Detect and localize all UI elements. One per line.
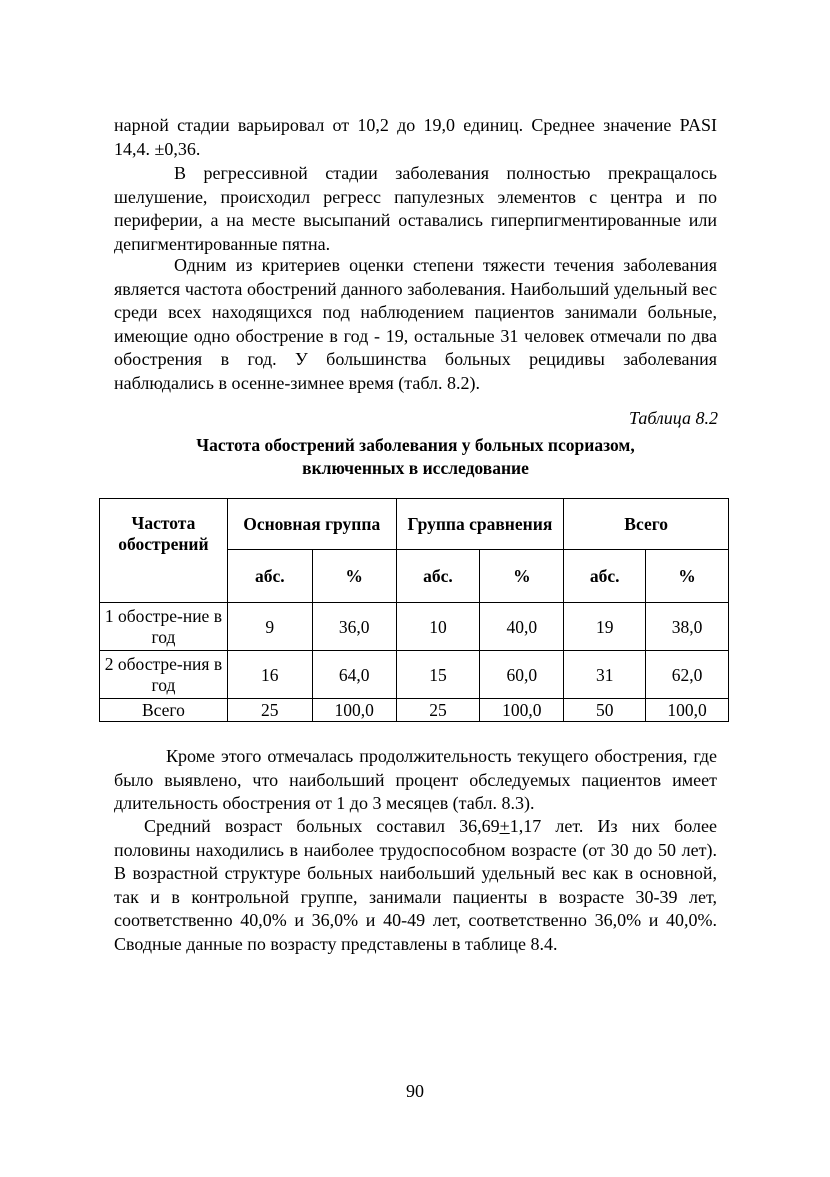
cell-value: 62,0: [646, 651, 729, 699]
paragraph-age: [114, 815, 717, 956]
subheader-abs: абс.: [564, 550, 646, 603]
row-label: 1 обостре-ние в год: [100, 603, 228, 651]
table-row: [100, 603, 729, 651]
cell-value: 9: [227, 603, 312, 651]
cell-value: 25: [396, 699, 480, 722]
paragraph-text: В регрессивной стадии заболевания полностью прекращалось шелушение, происходил регресс папулезных элементов с центра и по периферии, а на месте высыпаний оставались гиперпигментированные или депигментированные пятна.: [114, 163, 717, 254]
table-row: [100, 651, 729, 699]
cell-value: 15: [396, 651, 480, 699]
table-row-total: [100, 699, 729, 722]
paragraph-text-part: Средний возраст больных составил 36,69: [144, 816, 500, 836]
cell-value: 40,0: [480, 603, 564, 651]
table-header-row: [100, 499, 729, 550]
paragraph-criteria: [114, 254, 717, 395]
subheader-pct: %: [480, 550, 564, 603]
plus-minus-sign: +: [499, 816, 510, 836]
row-label: 2 обостре-ния в год: [100, 651, 228, 699]
exacerbation-table: [99, 498, 729, 722]
header-frequency: Частота обострений: [100, 499, 228, 603]
cell-value: 64,0: [312, 651, 396, 699]
cell-value: 25: [227, 699, 312, 722]
cell-value: 100,0: [646, 699, 729, 722]
cell-value: 31: [564, 651, 646, 699]
header-total: Всего: [564, 499, 729, 550]
cell-value: 16: [227, 651, 312, 699]
table-title: [114, 434, 717, 480]
table-label: Таблица 8.2: [628, 408, 718, 428]
cell-value: 60,0: [480, 651, 564, 699]
table-title-line: включенных в исследование: [302, 458, 529, 478]
cell-value: 100,0: [480, 699, 564, 722]
cell-value: 38,0: [646, 603, 729, 651]
paragraph-text: Одним из критериев оценки степени тяжести течения заболевания является частота обострений данного заболевания. Наибольший удельный вес среди всех находящихся под наблюдением пациентов занимали больные, имеющие одно обострение в год - 19, остальные 31 человек отмечали по два обострения в год. У большинства больных рецидивы заболевания наблюдались в осенне-зимнее время (табл. 8.2).: [114, 255, 717, 393]
paragraph-text: нарной стадии варьировал от 10,2 до 19,0 единиц. Среднее значение PASI 14,4. ±0,36.: [114, 115, 717, 159]
subheader-pct: %: [646, 550, 729, 603]
table-title-line: Частота обострений заболевания у больных псориазом,: [196, 435, 635, 455]
subheader-pct: %: [312, 550, 396, 603]
subheader-abs: абс.: [396, 550, 480, 603]
header-comparison-group: Группа сравнения: [396, 499, 564, 550]
subheader-abs: абс.: [227, 550, 312, 603]
paragraph-duration: [114, 745, 717, 816]
paragraph-continuation: [114, 114, 717, 161]
cell-value: 19: [564, 603, 646, 651]
paragraph-text: [114, 815, 717, 956]
cell-value: 10: [396, 603, 480, 651]
paragraph-regression: [114, 162, 717, 256]
paragraph-text: Кроме этого отмечалась продолжительность текущего обострения, где было выявлено, что наибольший процент обследуемых пациентов имеет длительность обострения от 1 до 3 месяцев (табл. 8.3).: [114, 746, 717, 813]
cell-value: 50: [564, 699, 646, 722]
cell-value: 36,0: [312, 603, 396, 651]
header-main-group: Основная группа: [227, 499, 396, 550]
page-number: 90: [406, 1081, 424, 1101]
cell-value: 100,0: [312, 699, 396, 722]
row-label: Всего: [100, 699, 228, 722]
paragraph-text-part: 1,17 лет. Из них более половины находились в наиболее трудоспособном возрасте (от 30 до 50 лет). В возрастной структуре больных наибольший удельный вес как в основной, так и в контрольной группе, занимали пациенты в возрасте 30-39 лет, соответственно 40,0% и 36,0% и 40-49 лет, соответственно 36,0% и 40,0%. Сводные данные по возрасту представлены в таблице 8.4.: [114, 816, 717, 954]
